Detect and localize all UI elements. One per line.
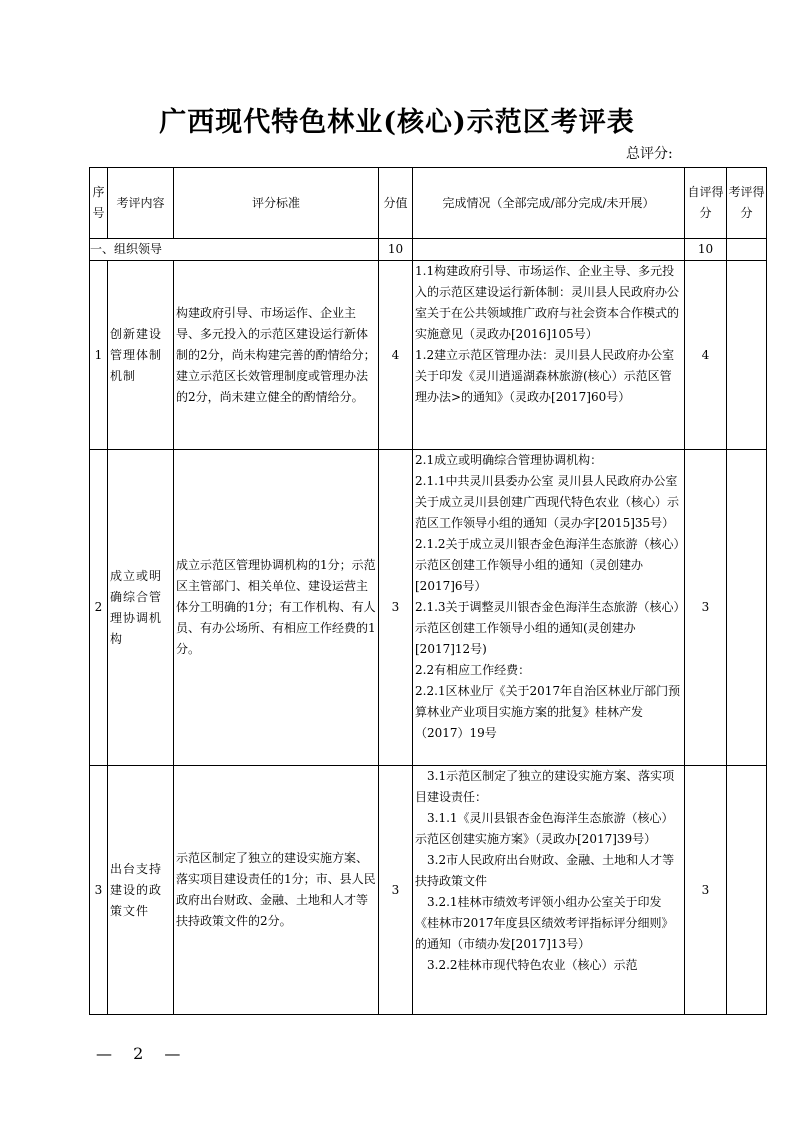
page-title: 广西现代特色林业(核心)示范区考评表	[159, 107, 635, 138]
status-line: 2.2有相应工作经费：	[415, 663, 531, 677]
row-self-score: 3	[685, 450, 727, 766]
status-line: 3.2.2桂林市现代特色农业（核心）示范	[427, 958, 638, 972]
header-status: 完成情况（全部完成/部分完成/未开展）	[413, 168, 685, 239]
table-row	[90, 766, 767, 1015]
row-eval-score	[727, 450, 767, 766]
row-status	[413, 766, 685, 1015]
section-row	[90, 239, 767, 261]
row-score: 4	[379, 261, 413, 450]
row-eval-score	[727, 766, 767, 1015]
row-content: 出台支持建设的政策文件	[108, 766, 174, 1015]
status-line: 3.1示范区制定了独立的建设实施方案、落实项目建设责任：	[415, 769, 675, 804]
row-criteria: 构建政府引导、市场运作、企业主导、多元投入的示范区建设运行新体制的2分，尚未构建完善的酌情给分；建立示范区长效管理制度或管理办法的2分，尚未建立健全的酌情给分。	[174, 261, 379, 450]
row-seq: 3	[90, 766, 108, 1015]
section-status	[413, 239, 685, 261]
status-line: 3.1.1《灵川县银杏金色海洋生态旅游（核心）示范区创建实施方案》（灵政办[2017]39号）	[415, 811, 674, 846]
status-line: 3.2市人民政府出台财政、金融、土地和人才等扶持政策文件	[415, 853, 675, 888]
row-content: 成立或明确综合管理协调机构	[108, 450, 174, 766]
row-seq: 2	[90, 450, 108, 766]
row-eval-score	[727, 261, 767, 450]
row-score: 3	[379, 766, 413, 1015]
table-row	[90, 450, 767, 766]
section-score: 10	[379, 239, 413, 261]
row-criteria: 成立示范区管理协调机构的1分；示范区主管部门、相关单位、建设运营主体分工明确的1分；有工作机构、有人员、有办公场所、有相应工作经费的1分。	[174, 450, 379, 766]
row-self-score: 4	[685, 261, 727, 450]
status-line: 3.2.1桂林市绩效考评领小组办公室关于印发《桂林市2017年度县区绩效考评指标评分细则》的通知（市绩办发[2017]13号）	[415, 895, 674, 951]
page-number: — 2 —	[96, 1044, 189, 1063]
row-status	[413, 261, 685, 450]
row-self-score: 3	[685, 766, 727, 1015]
header-content: 考评内容	[108, 168, 174, 239]
status-line: 1.1构建政府引导、市场运作、企业主导、多元投入的示范区建设运行新体制：灵川县人民政府办公室关于在公共领域推广政府与社会资本合作模式的实施意见（灵政办[2016]105号）	[415, 264, 680, 341]
status-line: 2.1.3关于调整灵川银杏金色海洋生态旅游（核心）示范区创建工作领导小组的通知(灵创建办[2017]12号)	[415, 600, 680, 656]
header-self-score: 自评得分	[685, 168, 727, 239]
header-score: 分值	[379, 168, 413, 239]
status-line: 2.1.2关于成立灵川银杏金色海洋生态旅游（核心）示范区创建工作领导小组的通知（灵创建办[2017]6号）	[415, 537, 680, 593]
header-criteria: 评分标准	[174, 168, 379, 239]
table-row	[90, 261, 767, 450]
row-seq: 1	[90, 261, 108, 450]
section-self-score: 10	[685, 239, 727, 261]
status-line: 1.2建立示范区管理办法：灵川县人民政府办公室关于印发《灵川逍遥湖森林旅游(核心）示范区管理办法>的通知》（灵政办[2017]60号）	[415, 348, 675, 404]
status-line: 2.1.1中共灵川县委办公室 灵川县人民政府办公室关于成立灵川县创建广西现代特色农业（核心）示范区工作领导小组的通知（灵办字[2015]35号）	[415, 474, 680, 530]
row-content: 创新建设管理体制机制	[108, 261, 174, 450]
row-score: 3	[379, 450, 413, 766]
row-criteria: 示范区制定了独立的建设实施方案、落实项目建设责任的1分；市、县人民政府出台财政、金融、土地和人才等扶持政策文件的2分。	[174, 766, 379, 1015]
row-status	[413, 450, 685, 766]
table-header-row	[90, 168, 767, 239]
section-label: 一、组织领导	[90, 239, 379, 261]
status-line: 2.2.1区林业厅《关于2017年自治区林业厅部门预算林业产业项目实施方案的批复》桂林产发（2017）19号	[415, 684, 681, 740]
header-eval-score: 考评得分	[727, 168, 767, 239]
status-line: 2.1成立或明确综合管理协调机构：	[415, 453, 603, 467]
section-eval-score	[727, 239, 767, 261]
evaluation-table	[89, 167, 767, 1015]
total-score-label: 总评分:	[626, 146, 673, 162]
header-seq: 序号	[90, 168, 108, 239]
